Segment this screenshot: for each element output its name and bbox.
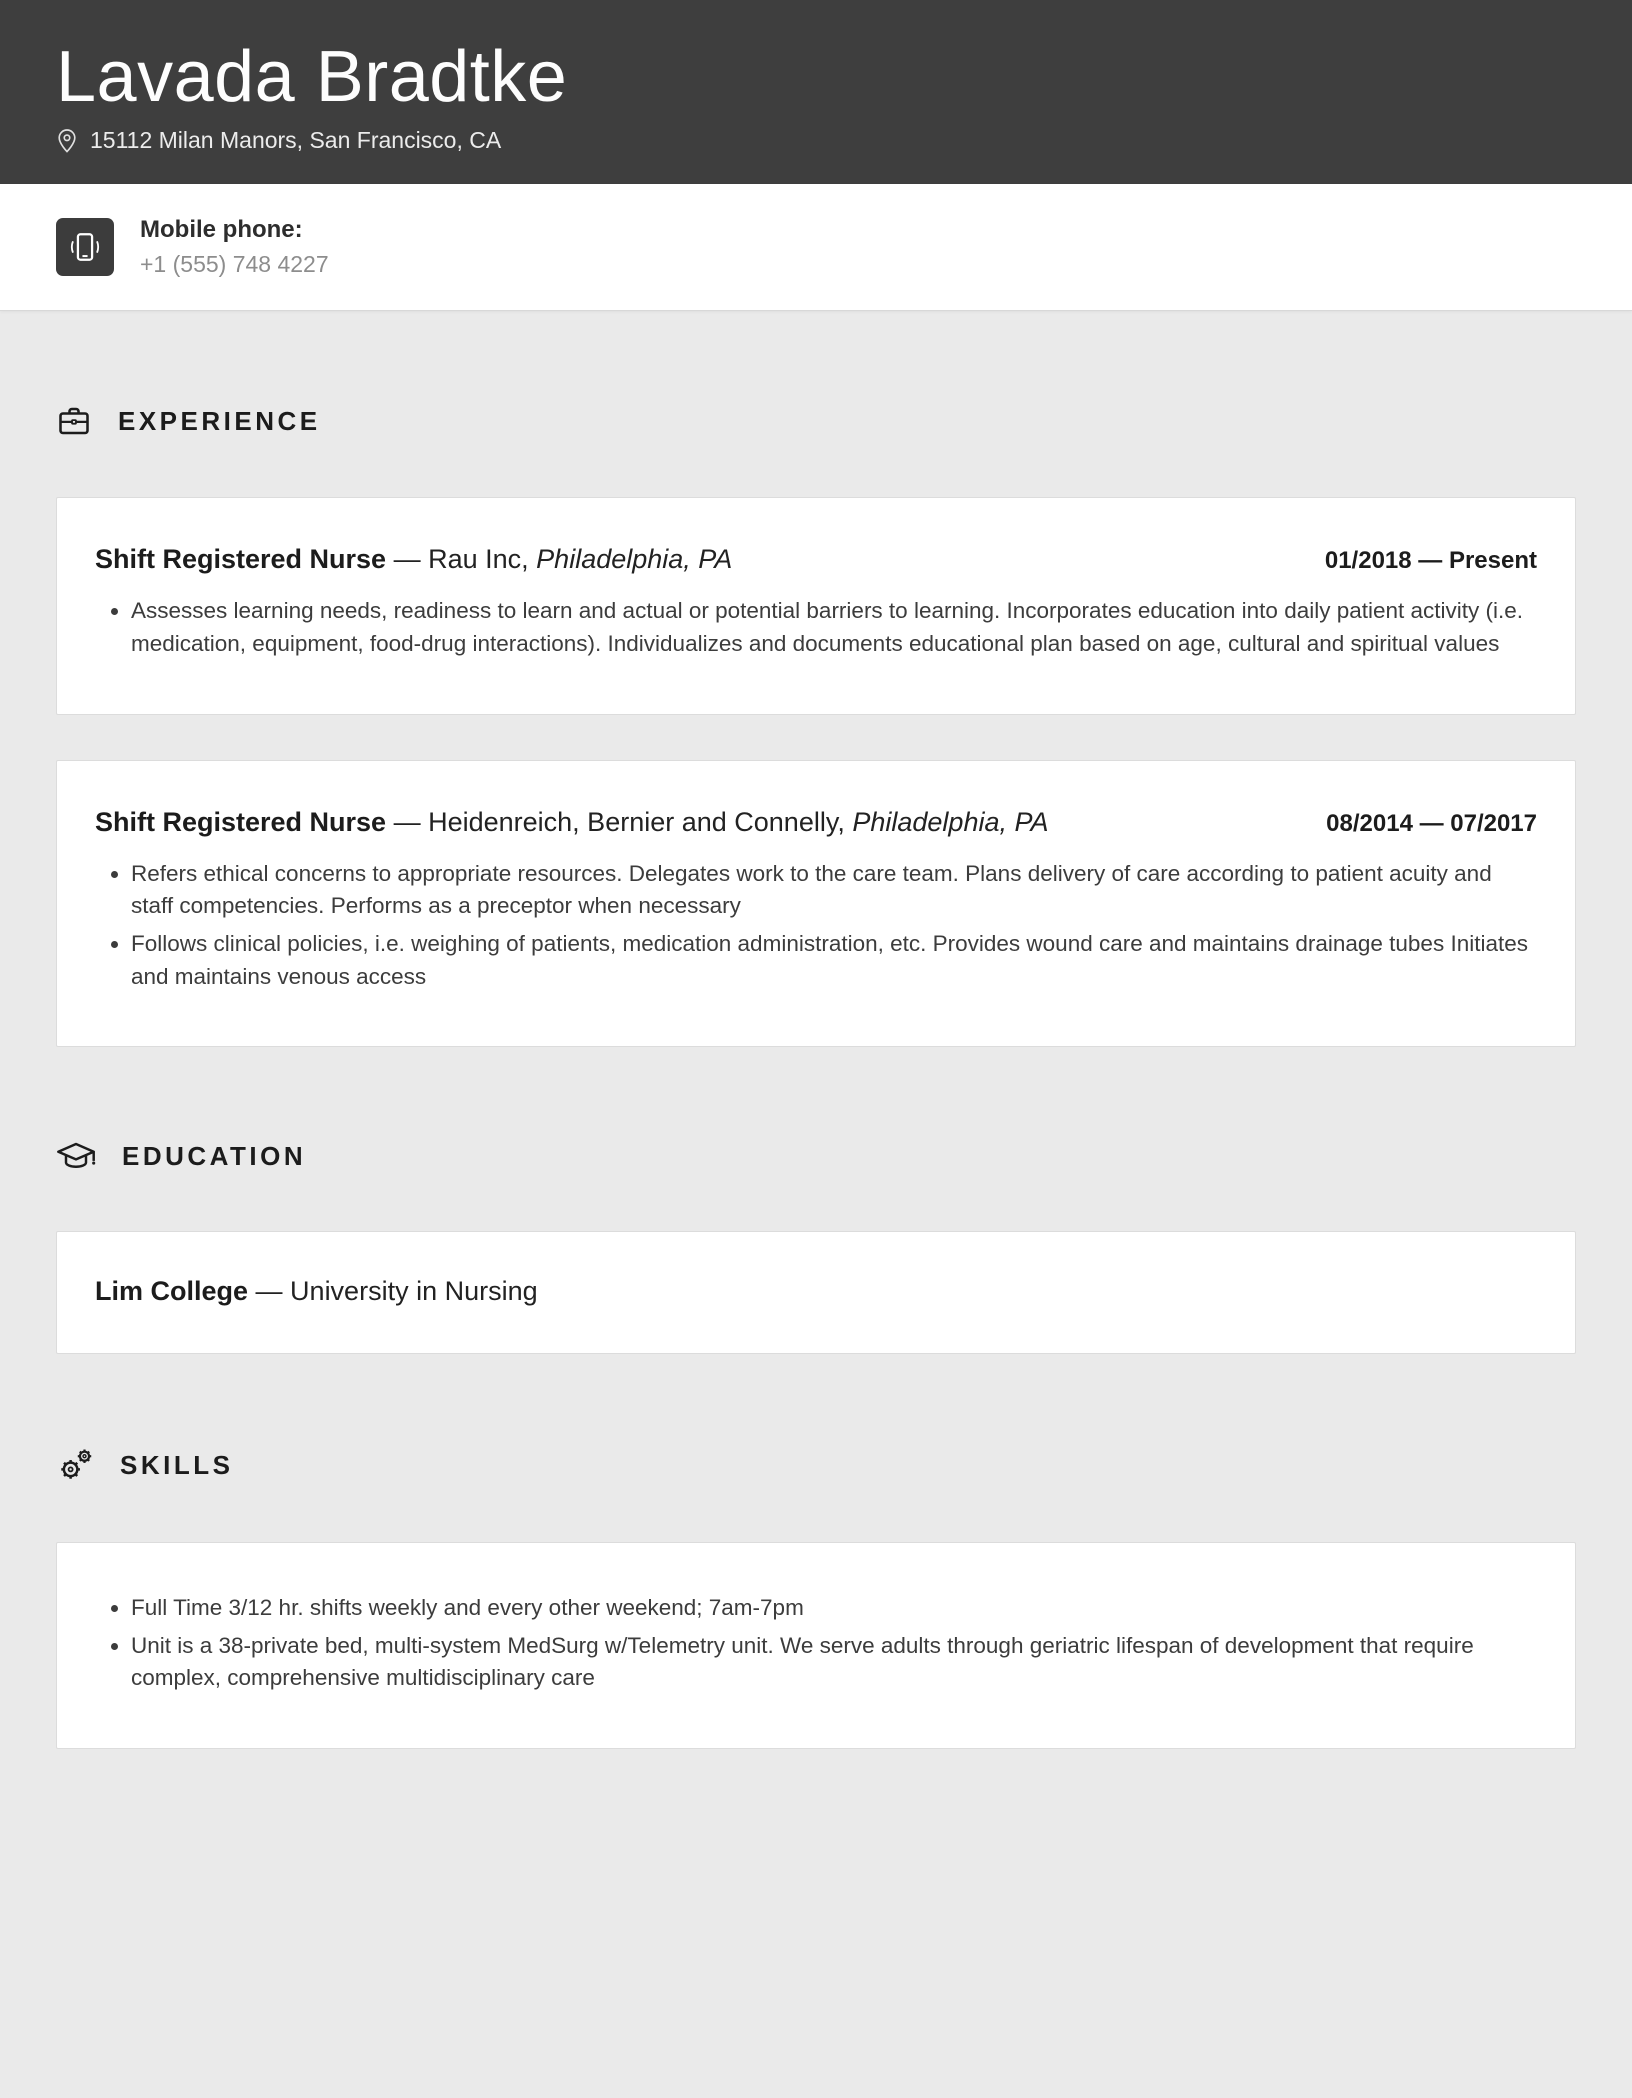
job-title bbox=[95, 542, 732, 577]
job-bullet-list bbox=[95, 595, 1537, 660]
skills-title: SKILLS bbox=[120, 1449, 234, 1480]
job-role: Shift Registered Nurse bbox=[95, 806, 387, 837]
education-title: EDUCATION bbox=[122, 1140, 307, 1171]
section-experience bbox=[56, 403, 1576, 1047]
experience-card-1 bbox=[56, 497, 1576, 714]
skills-card bbox=[56, 1542, 1576, 1749]
contact-bar bbox=[0, 184, 1632, 311]
section-skills bbox=[56, 1446, 1576, 1749]
section-education bbox=[56, 1139, 1576, 1354]
job-bullet: • Assesses learning needs, readiness to learn and actual or potential barriers to learning. Incorporates education into daily patient activity (i.e. medication, equipment, food-drug interactions). Individualizes and documents educational plan based on age, cultural and spiritual values bbox=[131, 595, 1537, 660]
job-header bbox=[95, 542, 1537, 577]
job-bullet: • Follows clinical policies, i.e. weighing of patients, medication administration, etc. Provides wound care and maintains drainage tubes Initiates and maintains venous access bbox=[131, 928, 1537, 993]
job-company: — Heidenreich, Bernier and Connelly, bbox=[393, 806, 845, 837]
address-row bbox=[56, 127, 1576, 154]
gears-icon bbox=[56, 1446, 94, 1484]
graduation-cap-icon bbox=[56, 1139, 96, 1173]
job-location: Philadelphia, PA bbox=[852, 806, 1049, 837]
education-entry bbox=[95, 1274, 1537, 1309]
school-name: Lim College bbox=[95, 1276, 249, 1307]
job-company: — Rau Inc, bbox=[393, 544, 529, 575]
contact-text-block bbox=[140, 216, 329, 278]
job-title bbox=[95, 805, 1049, 840]
skills-bullet-list bbox=[95, 1592, 1537, 1695]
skill-bullet: • Unit is a 38-private bed, multi-system MedSurg w/Telemetry unit. We serve adults through geriatric lifespan of development that require complex, comprehensive multidisciplinary care bbox=[131, 1630, 1537, 1695]
education-card bbox=[56, 1231, 1576, 1354]
address-text: 15112 Milan Manors, San Francisco, CA bbox=[90, 127, 502, 154]
experience-title: EXPERIENCE bbox=[118, 405, 321, 436]
job-dates: 01/2018 — Present bbox=[1324, 547, 1537, 575]
education-heading-row bbox=[56, 1139, 1576, 1173]
degree-name: — University in Nursing bbox=[255, 1276, 538, 1307]
location-pin-icon bbox=[56, 128, 78, 154]
briefcase-icon bbox=[56, 403, 92, 439]
resume-body bbox=[0, 403, 1632, 1889]
person-name: Lavada Bradtke bbox=[56, 37, 568, 117]
mobile-phone-number: +1 (555) 748 4227 bbox=[140, 251, 329, 278]
mobile-phone-icon bbox=[56, 218, 114, 276]
experience-card-2 bbox=[56, 760, 1576, 1048]
mobile-phone-label: Mobile phone: bbox=[140, 216, 303, 244]
job-dates: 08/2014 — 07/2017 bbox=[1326, 809, 1537, 837]
skills-heading-row bbox=[56, 1446, 1576, 1484]
job-header bbox=[95, 805, 1537, 840]
experience-heading-row bbox=[56, 403, 1576, 439]
skill-bullet: • Full Time 3/12 hr. shifts weekly and every other weekend; 7am-7pm bbox=[131, 1592, 1537, 1625]
job-location: Philadelphia, PA bbox=[536, 544, 733, 575]
job-role: Shift Registered Nurse bbox=[95, 544, 387, 575]
resume-header bbox=[0, 0, 1632, 184]
job-bullet: • Refers ethical concerns to appropriate resources. Delegates work to the care team. Plans delivery of care according to patient acuity and staff competencies. Performs as a preceptor when necessary bbox=[131, 858, 1537, 923]
job-bullet-list bbox=[95, 858, 1537, 994]
